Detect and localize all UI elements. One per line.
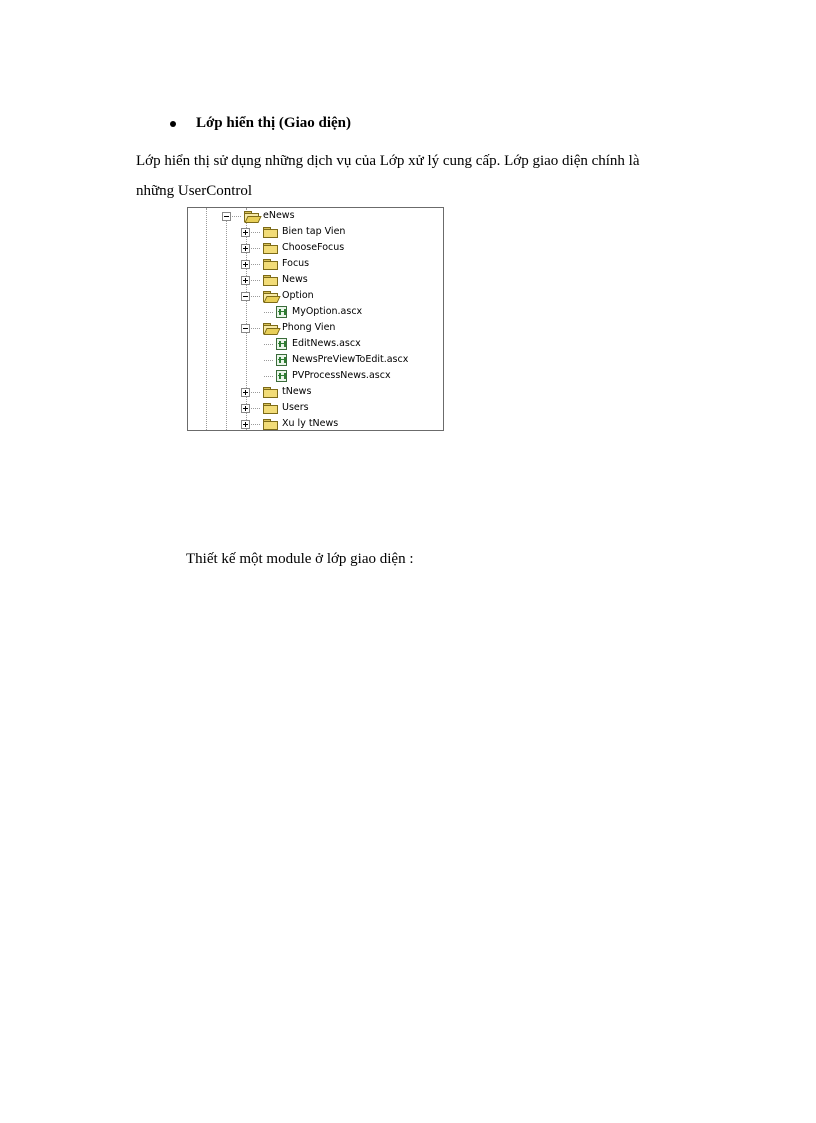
tree-item-choosefocus[interactable] <box>241 240 344 256</box>
collapse-icon[interactable] <box>222 212 231 221</box>
tree-item-xu-ly-tnews[interactable] <box>241 416 338 431</box>
tree-item-focus[interactable] <box>241 256 309 272</box>
tree-item-label: tNews <box>282 386 312 397</box>
collapse-icon[interactable] <box>241 292 250 301</box>
module-design-caption: Thiết kế một module ở lớp giao diện : <box>186 551 414 567</box>
folder-icon <box>263 243 278 254</box>
folder-open-icon <box>263 291 278 302</box>
tree-item-bien-tap-vien[interactable] <box>241 224 345 240</box>
tree-item-label: Xu ly tNews <box>282 418 339 429</box>
folder-open-icon <box>244 211 259 222</box>
tree-item-option[interactable] <box>241 288 314 304</box>
tree-item-label: Option <box>282 290 314 301</box>
bullet-icon <box>170 121 176 127</box>
ascx-file-icon <box>276 338 287 350</box>
folder-icon <box>263 403 278 414</box>
tree-item-myoption[interactable] <box>263 304 362 320</box>
body-paragraph <box>136 146 756 206</box>
expand-icon[interactable] <box>241 244 250 253</box>
folder-icon <box>263 275 278 286</box>
expand-icon[interactable] <box>241 420 250 429</box>
expand-icon[interactable] <box>241 260 250 269</box>
tree-item-news[interactable] <box>241 272 308 288</box>
tree-item-label: Focus <box>282 258 310 269</box>
tree-item-label: Bien tap Vien <box>282 226 346 237</box>
project-tree-screenshot <box>187 207 444 431</box>
tree-item-enews[interactable] <box>222 208 295 224</box>
paragraph-line-2: những UserControl <box>136 183 253 199</box>
bullet-heading <box>170 115 351 132</box>
tree-item-label: eNews <box>263 210 295 221</box>
ascx-file-icon <box>276 370 287 382</box>
bullet-heading-text: Lớp hiển thị (Giao diện) <box>196 115 352 131</box>
ascx-file-icon <box>276 354 287 366</box>
tree-item-label: ChooseFocus <box>282 242 345 253</box>
tree-item-label: News <box>282 274 308 285</box>
expand-icon[interactable] <box>241 404 250 413</box>
paragraph-line-1: Lớp hiển thị sử dụng những dịch vụ của Lớp xử lý cung cấp. Lớp giao diện chính là <box>136 153 640 169</box>
tree-item-label: PVProcessNews.ascx <box>292 370 391 381</box>
tree-item-users[interactable] <box>241 400 309 416</box>
tree-item-pvprocessnews[interactable] <box>263 368 391 384</box>
tree-item-label: Phong Vien <box>282 322 336 333</box>
tree-item-editnews[interactable] <box>263 336 361 352</box>
folder-icon <box>263 419 278 430</box>
expand-icon[interactable] <box>241 228 250 237</box>
folder-icon <box>263 227 278 238</box>
tree-item-tnews[interactable] <box>241 384 311 400</box>
folder-open-icon <box>263 323 278 334</box>
expand-icon[interactable] <box>241 276 250 285</box>
tree-item-label: NewsPreViewToEdit.ascx <box>292 354 409 365</box>
folder-icon <box>263 259 278 270</box>
tree-item-phong-vien[interactable] <box>241 320 335 336</box>
collapse-icon[interactable] <box>241 324 250 333</box>
tree-item-label: EditNews.ascx <box>292 338 361 349</box>
folder-icon <box>263 387 278 398</box>
tree-item-label: MyOption.ascx <box>292 306 363 317</box>
expand-icon[interactable] <box>241 388 250 397</box>
tree-item-newspreviewtoedit[interactable] <box>263 352 408 368</box>
ascx-file-icon <box>276 306 287 318</box>
tree-item-label: Users <box>282 402 309 413</box>
